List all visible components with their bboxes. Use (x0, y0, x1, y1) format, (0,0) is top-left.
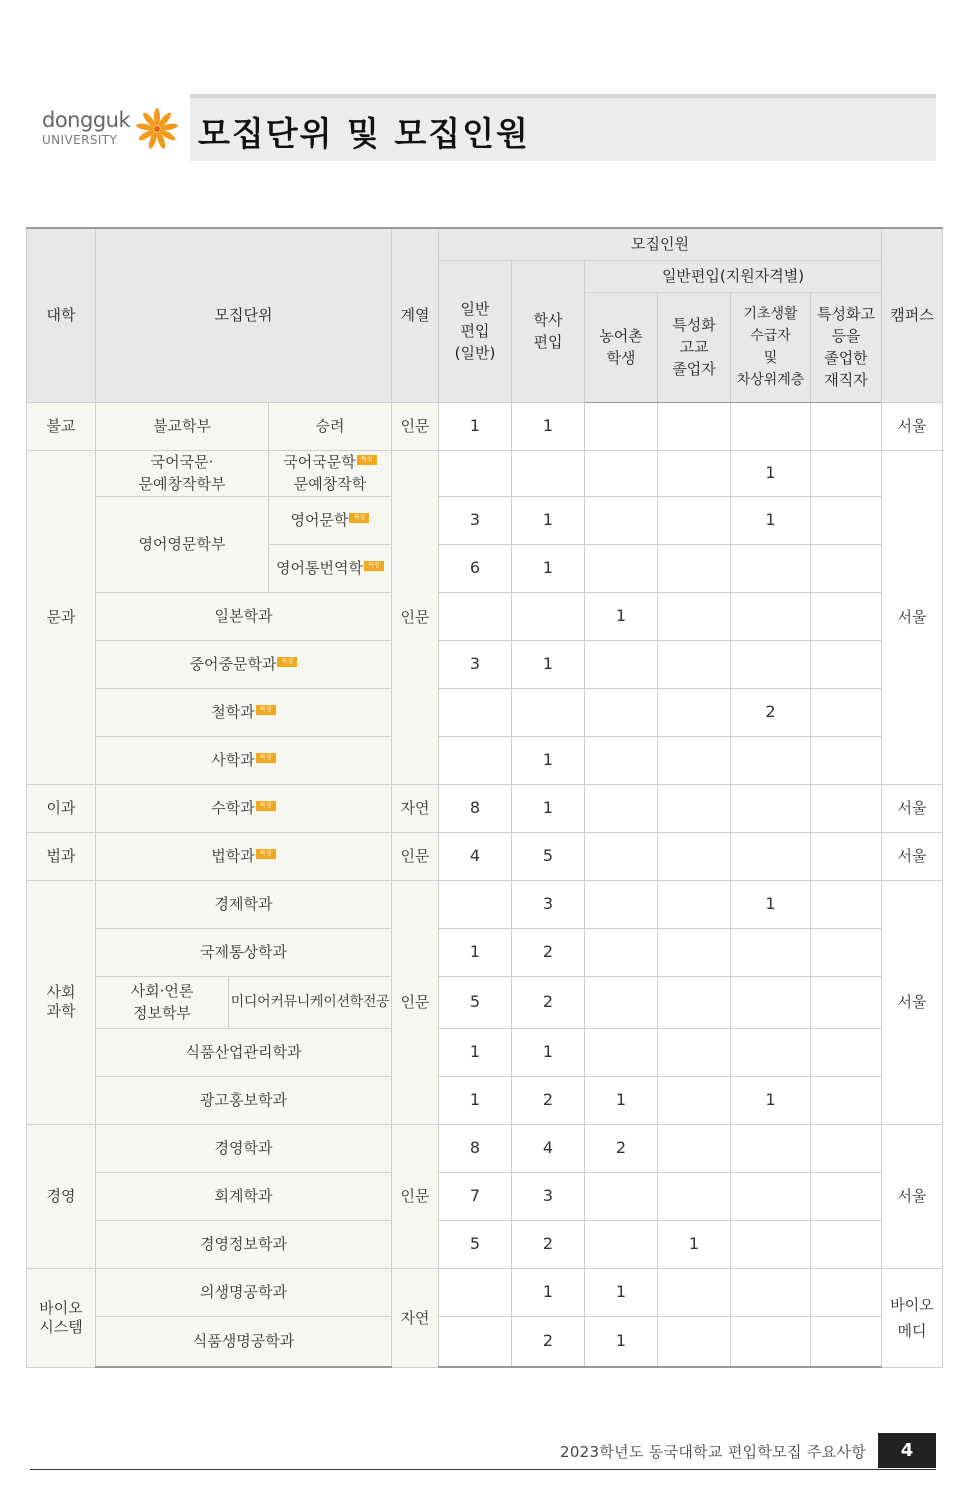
unit-label: 법학과 (211, 847, 255, 865)
value-cell (658, 976, 731, 1028)
value-cell (731, 976, 811, 1028)
track-cell: 인문 (392, 880, 439, 1124)
campus-cell: 서울 (882, 784, 943, 832)
value-cell (811, 1076, 882, 1124)
track-cell: 인문 (392, 450, 439, 784)
value-cell: 1 (585, 1076, 658, 1124)
track-cell: 자연 (392, 1268, 439, 1367)
value-cell (658, 1172, 731, 1220)
unit-cell (96, 688, 392, 736)
value-cell (811, 736, 882, 784)
value-cell (658, 1028, 731, 1076)
campus-cell: 서울 (882, 402, 943, 450)
value-cell (658, 1316, 731, 1367)
value-cell (658, 1124, 731, 1172)
sub-unit-label: 국어국문학 (283, 453, 356, 471)
table-row (27, 1316, 943, 1367)
unit-cell: 국제통상학과 (96, 928, 392, 976)
table-row (27, 402, 943, 450)
table-row (27, 1124, 943, 1172)
value-cell: 1 (512, 496, 585, 544)
college-cell: 경영 (27, 1124, 96, 1268)
table-row (27, 928, 943, 976)
campus-cell: 서울 (882, 880, 943, 1124)
sub-unit-label: 영어문학 (290, 511, 349, 529)
sub-unit-cell (269, 496, 392, 544)
value-cell (658, 736, 731, 784)
sub-unit-cell: 승려 (269, 402, 392, 450)
value-cell: 3 (512, 1172, 585, 1220)
college-cell: 바이오 시스템 (27, 1268, 96, 1367)
table-row (27, 450, 943, 496)
value-cell (512, 688, 585, 736)
dongguk-logo (42, 108, 192, 158)
unit-cell (96, 640, 392, 688)
value-cell (731, 1268, 811, 1316)
table-row (27, 1172, 943, 1220)
unit-cell: 의생명공학과 (96, 1268, 392, 1316)
value-cell (811, 402, 882, 450)
header-unit: 모집단위 (96, 228, 392, 402)
table-row (27, 592, 943, 640)
value-cell (585, 736, 658, 784)
value-cell (585, 1220, 658, 1268)
value-cell (658, 688, 731, 736)
value-cell: 8 (439, 784, 512, 832)
college-cell: 불교 (27, 402, 96, 450)
sub-unit-label-2: 문예창작학 (293, 475, 367, 493)
unit-cell: 사회·언론 정보학부 (96, 976, 229, 1028)
value-cell (811, 496, 882, 544)
unit-cell: 회계학과 (96, 1172, 392, 1220)
value-cell (731, 1316, 811, 1367)
header-farm: 농어촌 학생 (585, 292, 658, 402)
value-cell (811, 928, 882, 976)
value-cell: 1 (512, 402, 585, 450)
track-cell: 인문 (392, 832, 439, 880)
campus-cell: 서울 (882, 832, 943, 880)
table-row (27, 688, 943, 736)
page-footer (30, 1433, 936, 1470)
value-cell (439, 592, 512, 640)
value-cell (731, 402, 811, 450)
value-cell: 5 (512, 832, 585, 880)
value-cell (658, 450, 731, 496)
table-row (27, 784, 943, 832)
header-recruit: 모집인원 (439, 228, 882, 260)
value-cell (811, 1028, 882, 1076)
value-cell (658, 402, 731, 450)
value-cell (512, 592, 585, 640)
unit-label: 수학과 (211, 799, 255, 817)
unit-cell: 불교학부 (96, 402, 269, 450)
header-general-sub: 일반편입(지원자격별) (585, 260, 882, 292)
table-row (27, 976, 943, 1028)
value-cell: 1 (731, 496, 811, 544)
value-cell (585, 1028, 658, 1076)
value-cell (585, 928, 658, 976)
college-cell: 사회 과학 (27, 880, 96, 1124)
header-bachelor: 학사 편입 (512, 260, 585, 402)
special-badge: 특성 (349, 513, 369, 523)
footer-text: 2023학년도 동국대학교 편입학모집 주요사항 (559, 1443, 866, 1461)
campus-cell: 바이오 메디 (882, 1268, 943, 1367)
unit-cell: 광고홍보학과 (96, 1076, 392, 1124)
logo-wordmark: dongguk (42, 108, 131, 132)
value-cell (658, 640, 731, 688)
header-basic: 기초생활 수급자 및 차상위계층 (731, 292, 811, 402)
unit-cell: 식품산업관리학과 (96, 1028, 392, 1076)
value-cell: 7 (439, 1172, 512, 1220)
value-cell (585, 1172, 658, 1220)
value-cell (811, 450, 882, 496)
value-cell (439, 736, 512, 784)
value-cell (585, 976, 658, 1028)
value-cell (658, 1076, 731, 1124)
value-cell (731, 928, 811, 976)
track-cell: 인문 (392, 1124, 439, 1268)
lotus-emblem-icon (134, 106, 180, 152)
header-college: 대학 (27, 228, 96, 402)
value-cell: 2 (512, 1220, 585, 1268)
value-cell (811, 1316, 882, 1367)
sub-unit-cell (269, 544, 392, 592)
value-cell (811, 880, 882, 928)
value-cell (585, 880, 658, 928)
campus-cell: 서울 (882, 1124, 943, 1268)
value-cell (658, 928, 731, 976)
value-cell: 1 (512, 736, 585, 784)
table-row (27, 1268, 943, 1316)
unit-cell (96, 736, 392, 784)
track-cell: 자연 (392, 784, 439, 832)
sub-unit-label: 영어통번역학 (276, 559, 363, 577)
value-cell: 5 (439, 1220, 512, 1268)
special-badge: 특성 (364, 561, 384, 571)
value-cell: 1 (512, 544, 585, 592)
value-cell (811, 688, 882, 736)
special-badge: 특성 (256, 801, 276, 811)
unit-cell: 국어국문· 문예창작학부 (96, 450, 269, 496)
value-cell (585, 496, 658, 544)
value-cell (658, 784, 731, 832)
table-row (27, 832, 943, 880)
table-row (27, 880, 943, 928)
value-cell (585, 544, 658, 592)
value-cell (439, 880, 512, 928)
unit-label: 사학과 (211, 751, 255, 769)
value-cell (439, 1268, 512, 1316)
unit-cell: 영어영문학부 (96, 496, 269, 592)
table-row (27, 1028, 943, 1076)
table-row (27, 640, 943, 688)
value-cell (658, 544, 731, 592)
special-badge: 특성 (357, 455, 377, 465)
value-cell: 3 (439, 496, 512, 544)
value-cell (731, 1028, 811, 1076)
value-cell: 5 (439, 976, 512, 1028)
value-cell: 1 (512, 1028, 585, 1076)
unit-label: 중어중문학과 (189, 655, 277, 673)
value-cell (811, 1172, 882, 1220)
value-cell (811, 592, 882, 640)
value-cell: 2 (731, 688, 811, 736)
sub-unit-cell: 미디어커뮤니케이션학전공 (229, 976, 392, 1028)
table-row (27, 496, 943, 544)
value-cell (731, 1220, 811, 1268)
value-cell (731, 832, 811, 880)
value-cell: 1 (439, 1076, 512, 1124)
unit-cell: 경영학과 (96, 1124, 392, 1172)
value-cell: 1 (658, 1220, 731, 1268)
value-cell (731, 1172, 811, 1220)
value-cell: 1 (731, 450, 811, 496)
value-cell: 1 (512, 640, 585, 688)
header-special-hs: 특성화 고교 졸업자 (658, 292, 731, 402)
value-cell (585, 450, 658, 496)
unit-cell: 경제학과 (96, 880, 392, 928)
value-cell: 3 (439, 640, 512, 688)
value-cell (658, 592, 731, 640)
value-cell (811, 832, 882, 880)
table-row (27, 736, 943, 784)
value-cell: 4 (512, 1124, 585, 1172)
value-cell: 2 (512, 928, 585, 976)
value-cell (585, 402, 658, 450)
value-cell: 1 (512, 1268, 585, 1316)
special-badge: 특성 (277, 657, 297, 667)
value-cell (731, 592, 811, 640)
unit-label: 철학과 (211, 703, 255, 721)
college-cell: 법과 (27, 832, 96, 880)
value-cell: 2 (512, 976, 585, 1028)
value-cell (585, 832, 658, 880)
value-cell: 2 (585, 1124, 658, 1172)
value-cell (731, 784, 811, 832)
value-cell: 1 (512, 784, 585, 832)
recruitment-table (26, 227, 943, 1368)
value-cell (731, 736, 811, 784)
value-cell: 8 (439, 1124, 512, 1172)
value-cell (731, 544, 811, 592)
unit-cell (96, 784, 392, 832)
campus-cell: 서울 (882, 450, 943, 784)
unit-cell (96, 832, 392, 880)
value-cell (585, 640, 658, 688)
value-cell (658, 1268, 731, 1316)
value-cell (585, 784, 658, 832)
value-cell (811, 1220, 882, 1268)
value-cell (439, 1316, 512, 1367)
value-cell: 3 (512, 880, 585, 928)
table-row (27, 1076, 943, 1124)
sub-unit-cell (269, 450, 392, 496)
value-cell (811, 1124, 882, 1172)
value-cell: 1 (731, 880, 811, 928)
value-cell (811, 784, 882, 832)
header-general: 일반 편입 (일반) (439, 260, 512, 402)
value-cell (658, 880, 731, 928)
value-cell: 1 (585, 592, 658, 640)
special-badge: 특성 (256, 753, 276, 763)
header-track: 계열 (392, 228, 439, 402)
value-cell (811, 1268, 882, 1316)
logo-subtext: UNIVERSITY (42, 133, 118, 147)
value-cell (512, 450, 585, 496)
unit-cell: 식품생명공학과 (96, 1316, 392, 1367)
value-cell (658, 496, 731, 544)
value-cell: 2 (512, 1316, 585, 1367)
special-badge: 특성 (256, 705, 276, 715)
value-cell: 1 (439, 402, 512, 450)
value-cell: 6 (439, 544, 512, 592)
value-cell (439, 450, 512, 496)
college-cell: 이과 (27, 784, 96, 832)
title-bar (190, 94, 936, 161)
page-title: 모집단위 및 모집인원 (198, 114, 530, 153)
special-badge: 특성 (256, 849, 276, 859)
header-campus: 캠퍼스 (882, 228, 943, 402)
value-cell: 2 (512, 1076, 585, 1124)
value-cell (731, 640, 811, 688)
track-cell: 인문 (392, 402, 439, 450)
value-cell (658, 832, 731, 880)
value-cell: 1 (585, 1316, 658, 1367)
value-cell (731, 1124, 811, 1172)
value-cell: 4 (439, 832, 512, 880)
value-cell: 1 (439, 928, 512, 976)
table-row (27, 1220, 943, 1268)
value-cell: 1 (585, 1268, 658, 1316)
value-cell: 1 (731, 1076, 811, 1124)
value-cell (439, 688, 512, 736)
header-special-work: 특성화고 등을 졸업한 재직자 (811, 292, 882, 402)
unit-cell: 일본학과 (96, 592, 392, 640)
value-cell (811, 976, 882, 1028)
value-cell (811, 544, 882, 592)
page-number: 4 (878, 1433, 936, 1468)
value-cell (811, 640, 882, 688)
value-cell: 1 (439, 1028, 512, 1076)
value-cell (585, 688, 658, 736)
college-cell: 문과 (27, 450, 96, 784)
unit-cell: 경영정보학과 (96, 1220, 392, 1268)
